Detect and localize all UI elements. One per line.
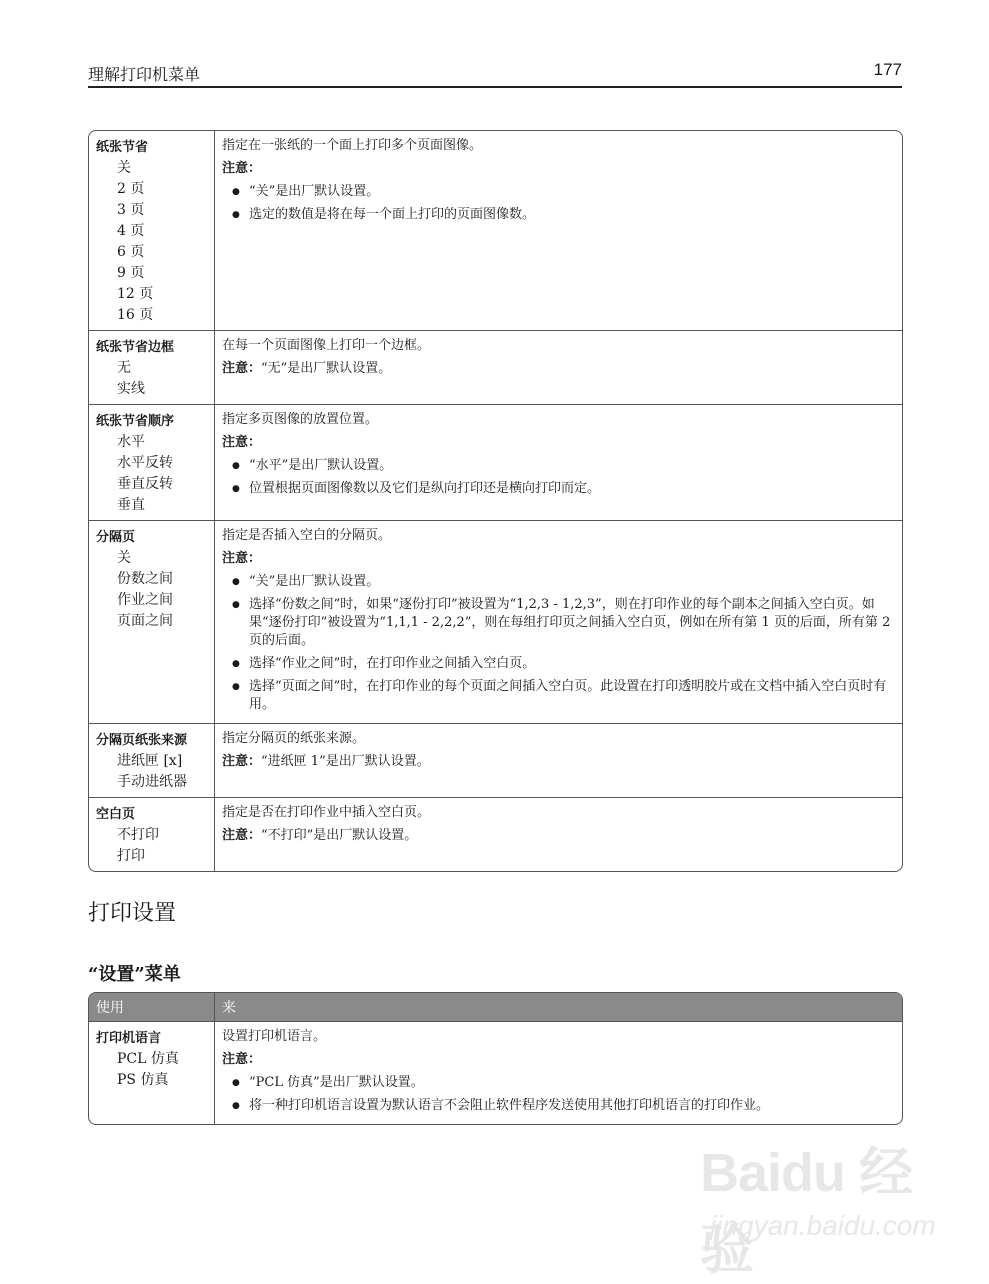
table-row (89, 1021, 902, 1124)
description-cell (215, 131, 902, 330)
option: 12 页 (117, 286, 154, 302)
option: 水平反转 (117, 455, 173, 471)
note-text: “无”是出厂默认设置。 (261, 361, 392, 376)
note-item: ● 选择“作业之间”时，在打印作业之间插入空白页。 (222, 655, 895, 673)
option: 打印 (117, 848, 145, 864)
note-item: ● 将一种打印机语言设置为默认语言不会阻止软件程序发送使用其他打印机语言的打印作业。 (222, 1097, 895, 1115)
table-row (89, 330, 902, 404)
description-cell (215, 520, 902, 723)
header-title: 理解打印机菜单 (88, 65, 201, 84)
description-cell (215, 1021, 902, 1124)
option: PCL 仿真 (117, 1051, 179, 1067)
option: 4 页 (117, 223, 145, 239)
option: 手动进纸器 (117, 774, 187, 790)
note-label: 注意： (222, 435, 262, 450)
note-item: ● 选择“份数之间”时，如果“逐份打印”被设置为“1,2,3 - 1,2,3”，则在打印作业的每个副本之间插入空白页。如果“逐份打印”被设置为“1,1,1 - 2,2,2”，则在每组打印页之间插入空白页，例如在所有第 1 页的后面，所有第 2 页的后面。 (222, 596, 895, 650)
description-cell (215, 404, 902, 520)
menu-item-cell (89, 1021, 215, 1124)
menu-item-cell (89, 723, 215, 797)
table-row (89, 131, 902, 330)
note-label: 注意： (222, 161, 262, 176)
menu-item-cell (89, 797, 215, 871)
description: 指定在一张纸的一个面上打印多个页面图像。 (222, 138, 483, 153)
table-header-row (89, 993, 902, 1021)
menu-item-cell (89, 330, 215, 404)
table-row (89, 797, 902, 871)
description: 指定是否插入空白的分隔页。 (222, 528, 392, 543)
note-list (222, 1074, 895, 1115)
table-row (89, 404, 902, 520)
description: 指定是否在打印作业中插入空白页。 (222, 805, 431, 820)
note-item: ● “PCL 仿真”是出厂默认设置。 (222, 1074, 895, 1092)
note-label: 注意： (222, 551, 262, 566)
option: 垂直 (117, 497, 145, 513)
table-row (89, 723, 902, 797)
option: 进纸匣 [x] (117, 753, 183, 769)
note-item: ● “关”是出厂默认设置。 (222, 573, 895, 591)
menu-item-name: 纸张节省顺序 (96, 414, 175, 429)
option: 垂直反转 (117, 476, 173, 492)
column-header: 使用 (89, 993, 215, 1021)
note-text: “不打印”是出厂默认设置。 (261, 828, 418, 843)
note-item: ● “水平”是出厂默认设置。 (222, 457, 895, 475)
description-cell (215, 723, 902, 797)
description-cell (215, 797, 902, 871)
description-cell (215, 330, 902, 404)
option: 作业之间 (117, 592, 173, 608)
option: 实线 (117, 381, 145, 397)
option: 关 (117, 550, 131, 566)
option: 不打印 (117, 827, 159, 843)
description: 指定分隔页的纸张来源。 (222, 731, 366, 746)
option: 3 页 (117, 202, 145, 218)
note-list (222, 183, 895, 224)
page-header (88, 62, 902, 88)
menu-table-paper-saver (88, 130, 903, 872)
note-label: 注意： (222, 1052, 262, 1067)
note-list (222, 457, 895, 498)
note-label: 注意： (222, 754, 262, 769)
menu-item-name: 分隔页纸张来源 (96, 733, 188, 748)
watermark-logo: Baidu 经验 (700, 1143, 913, 1280)
option: 2 页 (117, 181, 145, 197)
table-row (89, 520, 902, 723)
subsection-title: “设置”菜单 (88, 964, 181, 985)
menu-item-name: 纸张节省边框 (96, 340, 175, 355)
menu-item-name: 打印机语言 (96, 1031, 162, 1046)
note-list (222, 573, 895, 714)
menu-table-setup (88, 992, 903, 1125)
note-text: “进纸匣 1”是出厂默认设置。 (261, 754, 430, 769)
note-item: ● “关”是出厂默认设置。 (222, 183, 895, 201)
option: 页面之间 (117, 613, 173, 629)
menu-item-name: 纸张节省 (96, 140, 149, 155)
note-item: ● 选择“页面之间”时，在打印作业的每个页面之间插入空白页。此设置在打印透明胶片或在文档中插入空白页时有用。 (222, 678, 895, 714)
description: 设置打印机语言。 (222, 1029, 327, 1044)
menu-item-name: 分隔页 (96, 530, 136, 545)
option: 9 页 (117, 265, 145, 281)
menu-item-cell (89, 131, 215, 330)
column-header: 来 (215, 993, 902, 1021)
menu-item-cell (89, 520, 215, 723)
section-title: 打印设置 (88, 901, 177, 926)
menu-item-cell (89, 404, 215, 520)
option: 份数之间 (117, 571, 173, 587)
option: 水平 (117, 434, 145, 450)
menu-item-name: 空白页 (96, 807, 136, 822)
note-item: ● 选定的数值是将在每一个面上打印的页面图像数。 (222, 206, 895, 224)
option: 无 (117, 360, 131, 376)
option: 6 页 (117, 244, 145, 260)
watermark-url: jingyan.baidu.com (710, 1210, 936, 1241)
note-item: ● 位置根据页面图像数以及它们是纵向打印还是横向打印而定。 (222, 480, 895, 498)
note-label: 注意： (222, 828, 262, 843)
note-label: 注意： (222, 361, 262, 376)
option: 16 页 (117, 307, 154, 323)
description: 在每一个页面图像上打印一个边框。 (222, 338, 431, 353)
option: PS 仿真 (117, 1072, 169, 1088)
page-number: 177 (873, 60, 902, 79)
description: 指定多页图像的放置位置。 (222, 412, 379, 427)
option: 关 (117, 160, 131, 176)
watermark (700, 1130, 940, 1280)
